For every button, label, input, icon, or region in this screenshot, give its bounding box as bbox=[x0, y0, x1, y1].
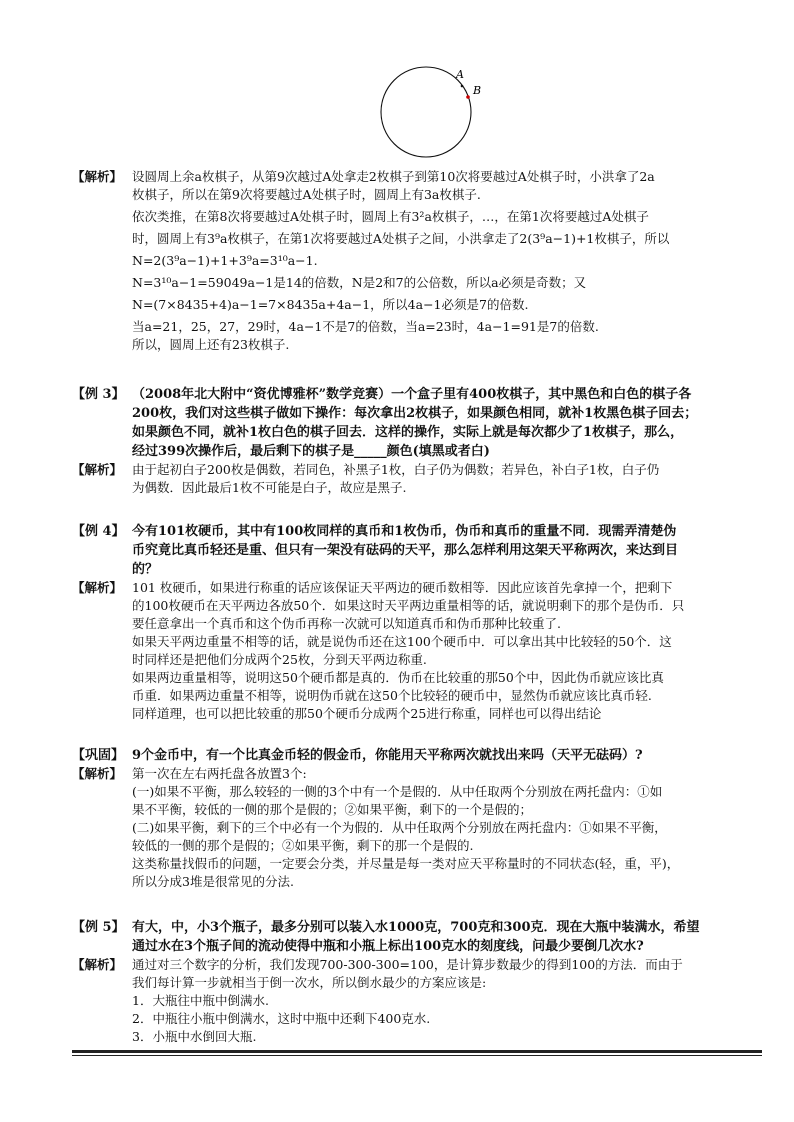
solution-line: 要任意拿出一个真币和这个伪币再称一次就可以知道真币和伪币那种比较重了. bbox=[132, 616, 561, 631]
solution-line: 1．大瓶往中瓶中倒满水. bbox=[132, 993, 269, 1008]
question-line: 如果颜色不同，就补1枚白色的棋子回去．这样的操作，实际上就是每次都少了1枚棋子，那么， bbox=[132, 425, 684, 440]
consolidate-question bbox=[132, 746, 762, 765]
solution-line: 我们每计算一步就相当于倒一次水，所以倒水最少的方案应该是: bbox=[132, 975, 487, 990]
footer-rule-thick bbox=[72, 1050, 762, 1053]
example-tag: 【例 3】 bbox=[72, 387, 125, 402]
point-b-marker bbox=[466, 95, 470, 99]
solution-body bbox=[132, 168, 762, 354]
solution-line: 较低的一侧的那个是假的；②如果平衡，剩下的那一个是假的. bbox=[132, 838, 474, 853]
solution-line: 这类称量找假币的问题，一定要会分类，并尽量是每一类对应天平称量时的不同状态(轻，重，平)， bbox=[132, 856, 680, 871]
example-tag: 【例 5】 bbox=[72, 920, 125, 935]
circle-figure bbox=[378, 64, 488, 160]
example-3-block bbox=[72, 385, 762, 497]
question-line: 200枚，我们对这些棋子做如下操作：每次拿出2枚棋子，如果颜色相同，就补1枚黑色棋子回去； bbox=[132, 406, 698, 421]
example-question bbox=[132, 385, 762, 461]
solution-line: N=3¹⁰a−1=59049a−1是14的倍数，N是2和7的公倍数，所以a必须是奇数；又 bbox=[132, 275, 587, 290]
point-a-marker bbox=[461, 85, 464, 88]
question-line: 9个金币中，有一个比真金币轻的假金币，你能用天平称两次就找出来吗（天平无砝码）? bbox=[132, 748, 643, 763]
solution-line: 时同样还是把他们分成两个25枚，分到天平两边称重. bbox=[132, 652, 427, 667]
solution-body bbox=[132, 765, 762, 891]
solution-body bbox=[132, 579, 762, 723]
footer-rule-thin bbox=[72, 1055, 762, 1056]
question-line: 通过水在3个瓶子间的流动使得中瓶和小瓶上标出100克水的刻度线，问最少要倒几次水? bbox=[132, 939, 644, 954]
solution-line: 101 枚硬币，如果进行称重的话应该保证天平两边的硬币数相等．因此应该首先拿掉一个，把剩下 bbox=[132, 580, 673, 595]
question-line: 的？ bbox=[132, 562, 159, 577]
solution-line: 时，圆周上有3⁹a枚棋子，在第1次将要越过A处棋子之间，小洪拿走了2(3⁹a−1)+1枚棋子，所以 bbox=[132, 231, 670, 246]
solution-line: (一)如果不平衡，那么较轻的一侧的3个中有一个是假的．从中任取两个分别放在两托盘内：①如 bbox=[132, 784, 663, 799]
solution-line: 当a=21，25，27，29时，4a−1不是7的倍数，当a=23时，4a−1=91是7的倍数. bbox=[132, 319, 599, 334]
solution-line: N=(7×8435+4)a−1=7×8435a+4a−1，所以4a−1必须是7的倍数. bbox=[132, 297, 529, 312]
solution-line: 设圆周上余a枚棋子，从第9次越过A处拿走2枚棋子到第10次将要越过A处棋子时，小洪拿了2a bbox=[132, 169, 655, 184]
label-b: B bbox=[473, 84, 482, 97]
solution-body bbox=[132, 461, 762, 497]
question-line: 有大，中，小3个瓶子，最多分别可以装入水1000克，700克和300克．现在大瓶中装满水，希望 bbox=[132, 920, 700, 935]
example-4-block bbox=[72, 522, 762, 723]
example-5-block bbox=[72, 918, 762, 1046]
solution-line: 通过对三个数字的分析，我们发现700-300-300=100，是计算步数最少的得到100的方法．而由于 bbox=[132, 957, 683, 972]
solution-line: 币重．如果两边重量不相等，说明伪币就在这50个比较轻的硬币中，显然伪币就应该比真币轻. bbox=[132, 688, 652, 703]
solution-line: (二)如果平衡，剩下的三个中必有一个为假的．从中任取两个分别放在两托盘内：①如果不平衡， bbox=[132, 820, 667, 835]
solution-line: 如果两边重量相等，说明这50个硬币都是真的．伪币在比较重的那50个中，因此伪币就应该比真 bbox=[132, 670, 664, 685]
solution-tag: 【解析】 bbox=[72, 462, 123, 477]
solution-tag: 【解析】 bbox=[72, 169, 123, 184]
solution-line: 的100枚硬币在天平两边各放50个．如果这时天平两边重量相等的话，就说明剩下的那个是伪币．只 bbox=[132, 598, 685, 613]
solution-line: 枚棋子，所以在第9次将要越过A处棋子时，圆周上有3a枚棋子. bbox=[132, 187, 481, 202]
solution-line: 依次类推，在第8次将要越过A处棋子时，圆周上有3²a枚棋子，…，在第1次将要越过A处棋子 bbox=[132, 209, 649, 224]
solution-line: 同样道理，也可以把比较重的那50个硬币分成两个25进行称重，同样也可以得出结论 bbox=[132, 706, 602, 721]
solution-tag: 【解析】 bbox=[72, 957, 123, 972]
question-line: 经过399次操作后，最后剩下的棋子是_____颜色(填黑或者白) bbox=[132, 444, 490, 459]
solution-block-1 bbox=[72, 168, 762, 354]
solution-tag: 【解析】 bbox=[72, 766, 123, 781]
solution-tag: 【解析】 bbox=[72, 580, 123, 595]
example-tag: 【例 4】 bbox=[72, 524, 125, 539]
solution-line: N=2(3⁹a−1)+1+3⁹a=3¹⁰a−1. bbox=[132, 253, 318, 268]
solution-line: 如果天平两边重量不相等的话，就是说伪币还在这100个硬币中．可以拿出其中比较轻的50个．这 bbox=[132, 634, 672, 649]
question-line: （2008年北大附中“资优博雅杯”数学竞赛）一个盒子里有400枚棋子，其中黑色和白色的棋子各 bbox=[132, 387, 692, 402]
solution-line: 2．中瓶往小瓶中倒满水，这时中瓶中还剩下400克水. bbox=[132, 1011, 431, 1026]
consolidate-block bbox=[72, 746, 762, 891]
label-a: A bbox=[456, 68, 464, 81]
solution-line: 果不平衡，较低的一侧的那个是假的；②如果平衡，剩下的一个是假的； bbox=[132, 802, 533, 817]
consolidate-tag: 【巩固】 bbox=[72, 748, 125, 763]
solution-body bbox=[132, 956, 762, 1046]
solution-line: 由于起初白子200枚是偶数，若同色，补黑子1枚，白子仍为偶数；若异色，补白子1枚，白子仍 bbox=[132, 462, 660, 477]
question-line: 今有101枚硬币，其中有100枚同样的真币和1枚伪币，伪币和真币的重量不同．现需弄清楚伪 bbox=[132, 524, 677, 539]
solution-line: 所以，圆周上还有23枚棋子. bbox=[132, 337, 290, 352]
solution-line: 3．小瓶中水倒回大瓶. bbox=[132, 1029, 257, 1044]
example-question bbox=[132, 522, 762, 579]
question-line: 币究竟比真币轻还是重、但只有一架没有砝码的天平，那么怎样利用这架天平称两次，来达到目 bbox=[132, 543, 679, 558]
solution-line: 为偶数．因此最后1枚不可能是白子，故应是黑子. bbox=[132, 480, 407, 495]
solution-line: 第一次在左右两托盘各放置3个: bbox=[132, 766, 307, 781]
example-question bbox=[132, 918, 762, 956]
solution-line: 所以分成3堆是很常见的分法. bbox=[132, 874, 294, 889]
